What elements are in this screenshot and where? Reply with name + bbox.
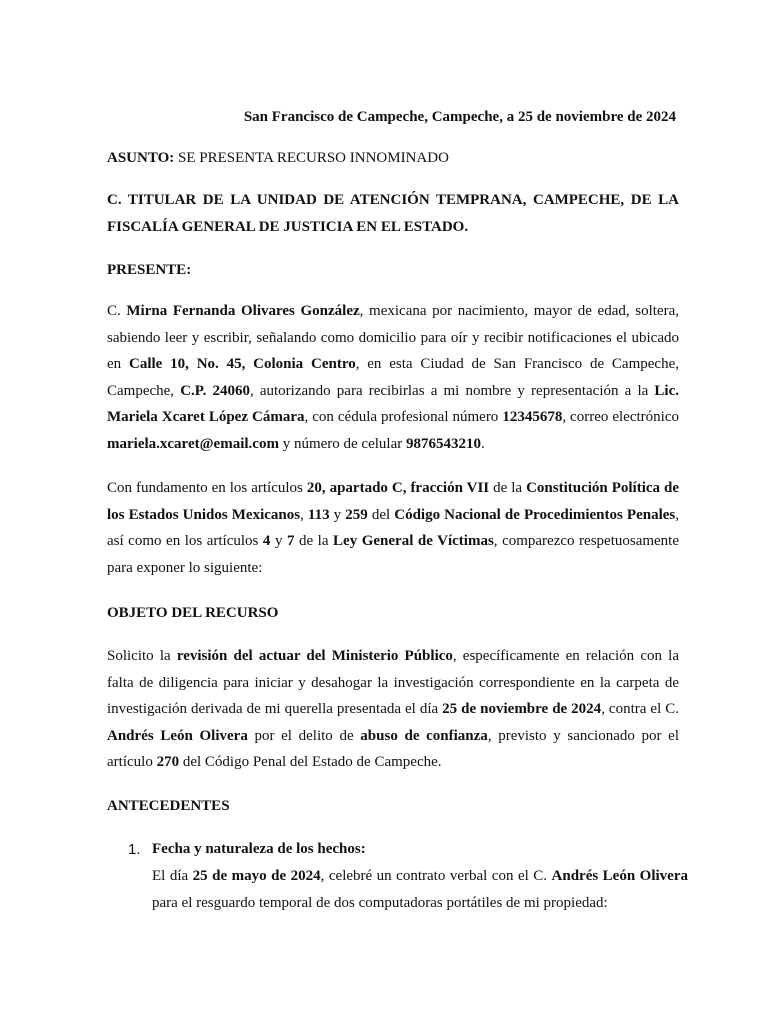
date-line: San Francisco de Campeche, Campeche, a 25 de noviembre de 2024 xyxy=(243,109,676,125)
bold-text-run: 259 xyxy=(345,506,368,523)
text-run: por el delito de xyxy=(247,727,361,744)
text-run: para el resguardo temporal de dos computadoras portátiles de mi propiedad: xyxy=(152,895,608,911)
text-run: y xyxy=(329,506,346,523)
text-run: , en esta Ciudad de San Francisco de Campeche, Campeche, xyxy=(107,356,679,399)
bold-text-run: 9876543210 xyxy=(405,435,481,452)
text-run: . xyxy=(480,435,485,452)
text-run: de la xyxy=(294,533,334,549)
presente-label: PRESENTE: xyxy=(107,262,192,278)
text-run: , mexicana por nacimiento, mayor de edad, soltera, sabiendo leer y escribir, señalando como domicilio para oír y recibir notificaciones el ubicado en xyxy=(107,303,679,372)
text-run: Solicito la xyxy=(107,648,177,664)
bold-text-run: Calle 10, No. 45, Colonia Centro xyxy=(128,356,356,372)
text-run: , así como en los artículos xyxy=(107,506,680,549)
bold-text-run: 270 xyxy=(156,754,180,770)
text-run: , celebré un contrato verbal con el C. xyxy=(320,868,552,884)
bold-text-run: 7 xyxy=(286,533,295,549)
text-run: , previsto y sancionado por el artículo xyxy=(107,727,680,770)
bold-text-run: Código Nacional de Procedimientos Penales xyxy=(394,506,676,523)
bold-text-run: 4 xyxy=(262,533,271,549)
text-run: El día xyxy=(152,868,193,884)
subject-label: ASUNTO: xyxy=(107,150,175,166)
list-item-content xyxy=(152,836,688,917)
bold-text-run: mariela.xcaret@email.com xyxy=(107,435,279,452)
bold-text-run: Lic. Mariela Xcaret López Cámara xyxy=(107,382,679,425)
list-item-title: Fecha y naturaleza de los hechos: xyxy=(152,841,366,857)
text-run: , comparezco respetuosamente para exponer lo siguiente: xyxy=(107,533,680,576)
text-run: y xyxy=(270,533,287,549)
bold-text-run: C.P. 24060 xyxy=(180,382,250,399)
subject-value: SE PRESENTA RECURSO INNOMINADO xyxy=(174,150,449,166)
subject-line xyxy=(107,145,679,171)
bold-text-run: 12345678 xyxy=(502,409,563,425)
bold-text-run: 25 de mayo de 2024 xyxy=(192,868,321,884)
addressee-title: C. TITULAR DE LA UNIDAD DE ATENCIÓN TEMPRANA, CAMPECHE, DE LA FISCALÍA GENERAL DE JUSTICIA EN EL ESTADO. xyxy=(107,192,679,235)
text-run: Con fundamento en los artículos xyxy=(107,480,307,496)
bold-text-run: Andrés León Olivera xyxy=(551,868,689,884)
bold-text-run: Ley General de Víctimas xyxy=(333,533,494,549)
bold-text-run: revisión del actuar del Ministerio Público xyxy=(176,648,453,664)
text-run: y número de celular xyxy=(278,435,406,452)
section-heading-objeto: OBJETO DEL RECURSO xyxy=(107,605,279,621)
legal-basis-paragraph xyxy=(107,475,679,581)
identification-paragraph xyxy=(107,298,679,457)
bold-text-run: 113 xyxy=(307,506,330,523)
bold-text-run: 25 de noviembre de 2024 xyxy=(442,701,602,717)
bold-text-run: Constitución Política de los Estados Unidos Mexicanos xyxy=(107,480,680,523)
bold-text-run: abuso de confianza xyxy=(360,727,488,744)
text-run: C. xyxy=(107,303,127,319)
text-run: del xyxy=(367,506,395,523)
list-item-number: 1. xyxy=(128,841,141,858)
text-run: , xyxy=(300,506,308,523)
text-run: , con cédula profesional número xyxy=(304,409,503,425)
bold-text-run: Andrés León Olivera xyxy=(107,727,248,744)
text-run: de la xyxy=(489,480,527,496)
text-run: , específicamente en relación con la falta de diligencia para iniciar y desahogar la investigación correspondiente en la carpeta de investigación derivada de mi querella presentada el día xyxy=(107,648,679,717)
text-run: , contra el C. xyxy=(601,701,679,717)
text-run: , autorizando para recibirlas a mi nombre y representación a la xyxy=(249,382,655,399)
text-run: del Código Penal del Estado de Campeche. xyxy=(179,754,442,770)
section-heading-antecedentes: ANTECEDENTES xyxy=(107,798,230,814)
objeto-paragraph xyxy=(107,643,679,776)
bold-text-run: Mirna Fernanda Olivares González xyxy=(126,303,360,319)
bold-text-run: 20, apartado C, fracción VII xyxy=(306,480,490,496)
list-item-text xyxy=(152,863,688,917)
text-run: , correo electrónico xyxy=(562,409,679,425)
